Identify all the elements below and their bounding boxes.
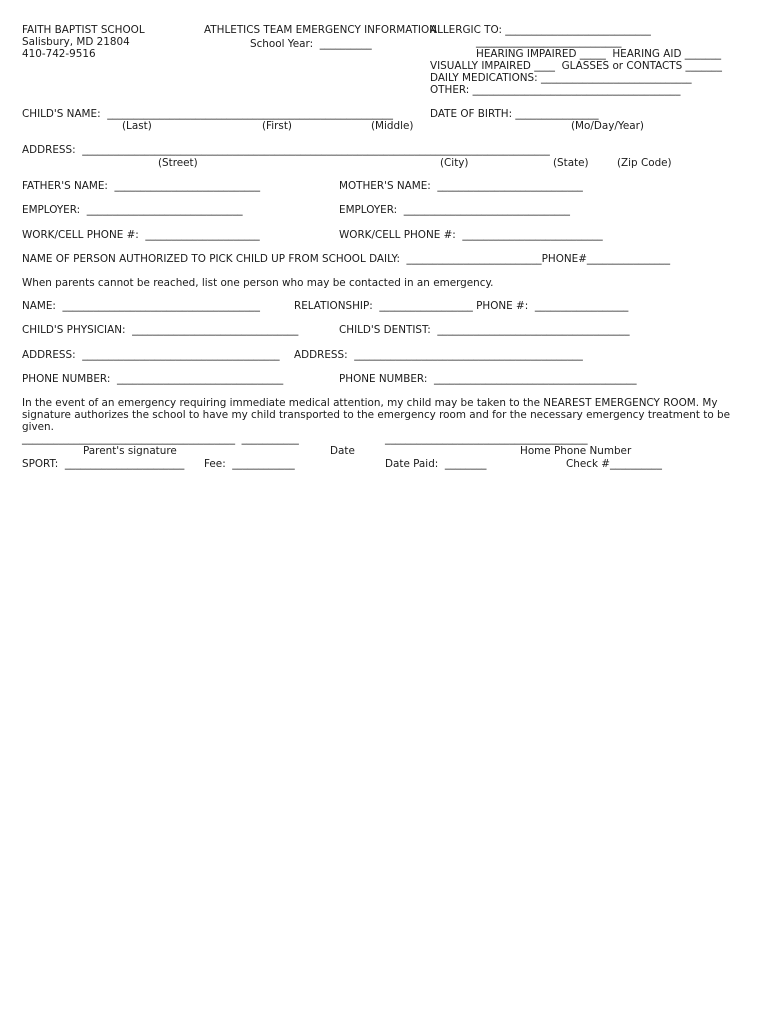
hearing-field: HEARING IMPAIRED _____ HEARING AID _______	[476, 48, 722, 60]
emergency-instruction: When parents cannot be reached, list one person who may be contacted in an emergency.	[22, 277, 494, 289]
street-hint: (Street)	[158, 157, 198, 169]
address-field: ADDRESS: __________________________________________________________________________________________	[22, 144, 550, 156]
date-label: Date	[330, 445, 355, 457]
state-hint: (State)	[553, 157, 589, 169]
school-year-field: School Year: __________	[250, 38, 372, 50]
allergic-to-field: ALLERGIC TO: ____________________________	[430, 24, 651, 36]
city-hint: (City)	[440, 157, 469, 169]
signature-date-line: _________________________________________ ___________	[22, 433, 299, 445]
school-name: FAITH BAPTIST SCHOOL	[22, 24, 145, 36]
mother-employer-field: EMPLOYER: ________________________________	[339, 204, 570, 216]
home-phone-label: Home Phone Number	[520, 445, 632, 457]
parent-signature-label: Parent's signature	[83, 445, 177, 457]
allergic-blank-line: ____________________________	[476, 36, 622, 48]
physician-address-field: ADDRESS: ______________________________________	[22, 349, 280, 361]
consent-paragraph: In the event of an emergency requiring immediate medical attention, my child may be taken to the NEAREST EMERGENCY ROOM. My signature authorizes the school to have my child transported to the emergency room and for the necessary emergency treatment to be given.	[22, 397, 730, 433]
dentist-phone-field: PHONE NUMBER: _______________________________________	[339, 373, 637, 385]
daily-medications-field: DAILY MEDICATIONS: _____________________________	[430, 72, 692, 84]
date-of-birth-field: DATE OF BIRTH: ________________	[430, 108, 599, 120]
father-name-field: FATHER'S NAME: ____________________________	[22, 180, 261, 192]
physician-phone-field: PHONE NUMBER: ________________________________	[22, 373, 284, 385]
school-phone: 410-742-9516	[22, 48, 96, 60]
other-field: OTHER: ________________________________________	[430, 84, 681, 96]
form-title: ATHLETICS TEAM EMERGENCY INFORMATION	[204, 24, 437, 36]
physician-field: CHILD'S PHYSICIAN: ________________________________	[22, 324, 299, 336]
dob-format-hint: (Mo/Day/Year)	[571, 120, 644, 132]
father-phone-field: WORK/CELL PHONE #: ______________________	[22, 229, 260, 241]
fee-field: Fee: ____________	[204, 458, 295, 470]
child-first-hint: (First)	[262, 120, 292, 132]
child-middle-hint: (Middle)	[371, 120, 414, 132]
dentist-address-field: ADDRESS: ____________________________________________	[294, 349, 583, 361]
check-number-field: Check #__________	[566, 458, 662, 470]
sport-field: SPORT: _______________________	[22, 458, 185, 470]
pickup-person-field: NAME OF PERSON AUTHORIZED TO PICK CHILD UP FROM SCHOOL DAILY: __________________________PHONE#________________	[22, 253, 671, 265]
emergency-relationship-phone-field: RELATIONSHIP: __________________ PHONE #: __________________	[294, 300, 629, 312]
child-name-field: CHILD'S NAME: _______________________________________________________	[22, 108, 393, 120]
dentist-field: CHILD'S DENTIST: _____________________________________	[339, 324, 630, 336]
school-address: Salisbury, MD 21804	[22, 36, 130, 48]
date-paid-field: Date Paid: ________	[385, 458, 487, 470]
home-phone-line: _______________________________________	[385, 433, 588, 445]
child-last-hint: (Last)	[122, 120, 152, 132]
mother-name-field: MOTHER'S NAME: ____________________________	[339, 180, 583, 192]
father-employer-field: EMPLOYER: ______________________________	[22, 204, 243, 216]
emergency-name-field: NAME: ______________________________________	[22, 300, 260, 312]
visual-field: VISUALLY IMPAIRED ____ GLASSES or CONTACTS _______	[430, 60, 722, 72]
zip-hint: (Zip Code)	[617, 157, 672, 169]
mother-phone-field: WORK/CELL PHONE #: ___________________________	[339, 229, 603, 241]
